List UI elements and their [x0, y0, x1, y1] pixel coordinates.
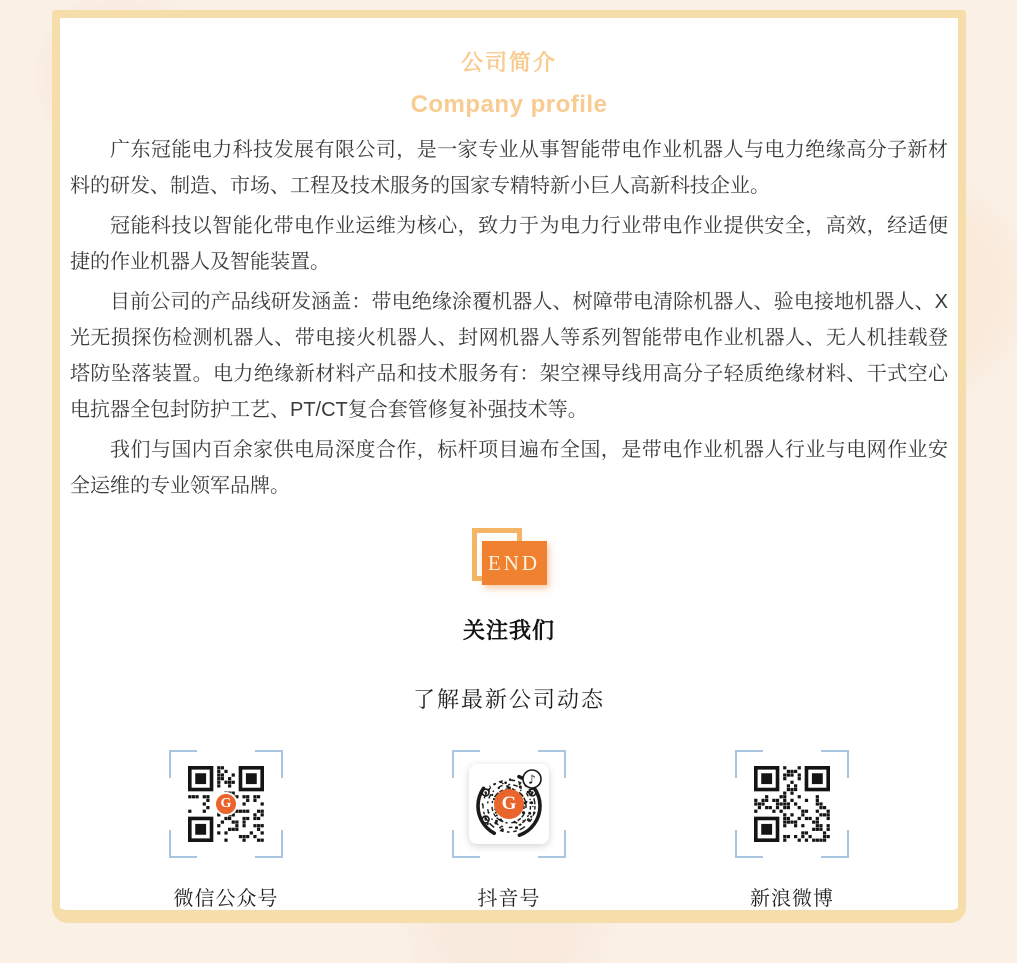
company-logo-icon: G	[494, 789, 524, 819]
qr-label: 新浪微博	[750, 888, 834, 910]
intro-paragraph: 目前公司的产品线研发涵盖：带电绝缘涂覆机器人、树障带电清除机器人、验电接地机器人、X光无损探伤检测机器人、带电接火机器人、封网机器人等系列智能带电作业机器人、无人机挂载登塔防坠落装置。电力绝缘新材料产品和技术服务有：架空裸导线用高分子轻质绝缘材料、干式空心电抗器全包封防护工艺、PT/CT复合套管修复补强技术等。	[70, 291, 948, 421]
intro-paragraph: 我们与国内百余家供电局深度合作，标杆项目遍布全国，是带电作业机器人行业与电网作业安全运维的专业领军品牌。	[70, 439, 948, 497]
follow-us-subheading: 了解最新公司动态	[412, 687, 605, 712]
follow-us-heading: 关注我们	[462, 618, 555, 643]
qr-label: 微信公众号	[173, 888, 279, 910]
content-card	[52, 10, 966, 923]
intro-paragraph: 冠能科技以智能化带电作业运维为核心，致力于为电力行业带电作业提供安全，高效，经适便捷的作业机器人及智能装置。	[70, 215, 948, 273]
end-badge-label: END	[482, 541, 547, 585]
wechat-qr-code	[186, 764, 266, 844]
weibo-qr-code	[752, 764, 832, 844]
scan-frame	[452, 750, 566, 858]
scan-frame	[735, 750, 849, 858]
section-title: 公司简介	[460, 50, 557, 75]
intro-paragraph: 广东冠能电力科技发展有限公司，是一家专业从事智能带电作业机器人与电力绝缘高分子新材料的研发、制造、市场、工程及技术服务的国家专精特新小巨人高新科技企业。	[70, 139, 948, 197]
social-accounts-row	[60, 750, 958, 911]
scan-frame	[169, 750, 283, 858]
svg-text:♪: ♪	[528, 772, 536, 787]
qr-label: 抖音号	[477, 888, 541, 910]
social-account-weibo	[732, 750, 852, 911]
company-intro-text	[70, 132, 948, 504]
company-logo-icon: G	[214, 792, 238, 816]
section-subtitle: Company profile	[410, 91, 608, 118]
qr-pattern	[754, 766, 830, 842]
social-account-douyin	[449, 750, 569, 911]
end-badge	[472, 528, 547, 586]
douyin-qr-code	[469, 764, 549, 844]
company-profile-section	[60, 18, 958, 910]
social-account-wechat	[166, 750, 286, 911]
